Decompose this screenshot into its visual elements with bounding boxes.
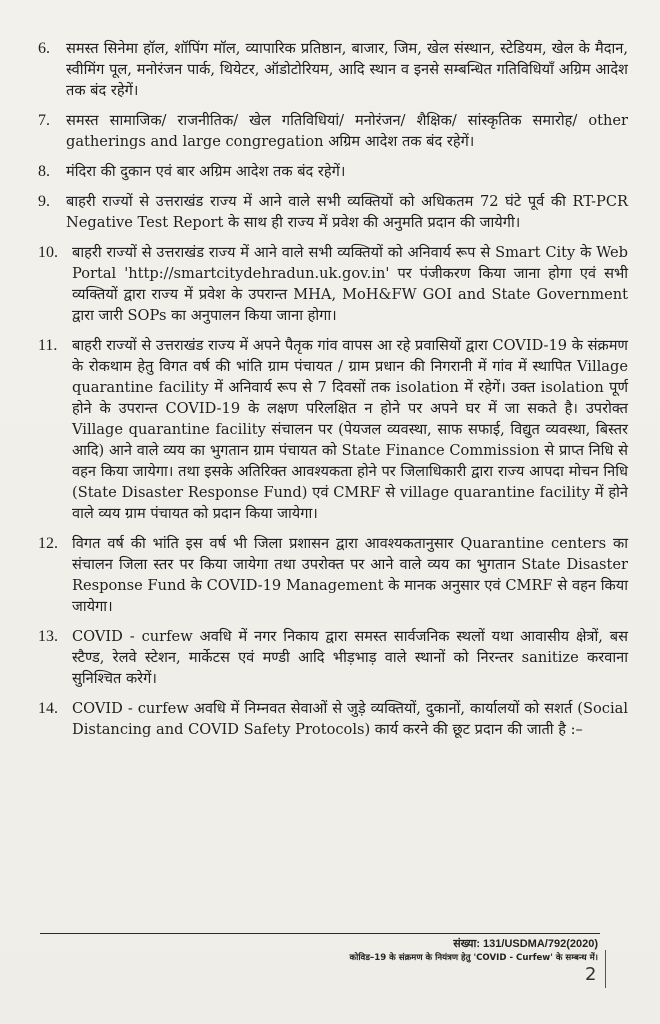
list-item [38, 191, 628, 233]
item-number: 11. [38, 337, 58, 354]
list-item [38, 38, 628, 101]
list-item [38, 626, 628, 689]
list-item [38, 533, 628, 617]
item-text: विगत वर्ष की भांति इस वर्ष भी जिला प्रशासन द्वारा आवश्यकतानुसार Quarantine centers का संचालन जिला स्तर पर किया जायेगा तथा उपरोक्त पर आने वाले व्यय का भुगतान State Disaster Response Fund के COVID-19 Management के मानक अनुसार एवं CMRF से वहन किया जायेगा। [72, 535, 628, 615]
item-number: 10. [38, 244, 58, 261]
item-text: मंदिरा की दुकान एवं बार अग्रिम आदेश तक बंद रहेगें। [66, 163, 346, 180]
list-item [38, 110, 628, 152]
item-number: 9. [38, 193, 50, 210]
list-item [38, 335, 628, 524]
item-number: 6. [38, 40, 50, 57]
item-text: बाहरी राज्यों से उत्तराखंड राज्य में अपने पैतृक गांव वापस आ रहे प्रवासियों द्वारा COVID-19 के संक्रमण के रोकथाम हेतु विगत वर्ष की भांति ग्राम पंचायत / ग्राम प्रधान की निगरानी में गांव में स्थापित Village quarantine facility में अनिवार्य रूप से 7 दिवसों तक isolation में रहेगें। उक्त isolation पूर्ण होने के उपरान्त COVID-19 के लक्षण परिलक्षित न होने पर अपने घर में जा सकते है। उपरोक्त Village quarantine facility संचालन पर (पेयजल व्यवस्था, साफ सफाई, विद्युत व्यवस्था, बिस्तर आदि) आने वाले व्यय का भुगतान ग्राम पंचायत को State Finance Commission से प्राप्त निधि से वहन किया जायेगा। तथा इसके अतिरिक्त आवश्यकता होने पर जिलाधिकारी द्वारा राज्य आपदा मोचन निधि (State Disaster Response Fund) एवं CMRF से village quarantine facility में होने वाले व्यय ग्राम पंचायत को प्रदान किया जायेगा। [72, 337, 628, 522]
page-number-divider [605, 950, 606, 988]
item-text: COVID - curfew अवधि में निम्नवत सेवाओं से जुड़े व्यक्तियों, दुकानों, कार्यालयों को सशर्त (Social Distancing and COVID Safety Protocols) कार्य करने की छूट प्रदान की जाती है :– [72, 700, 628, 738]
list-item [38, 161, 628, 182]
item-number: 12. [38, 535, 58, 552]
footer-divider [40, 933, 600, 934]
item-text: COVID - curfew अवधि में नगर निकाय द्वारा समस्त सार्वजनिक स्थलों यथा आवासीय क्षेत्रों, बस स्टैण्ड, रेलवे स्टेशन, मार्केटस एवं मण्डी आदि भीड़भाड़ वाले स्थानों को निरन्तर sanitize करवाना सुनिश्चित करेगें। [72, 628, 628, 687]
item-number: 13. [38, 628, 58, 645]
item-text: बाहरी राज्यों से उत्तराखंड राज्य में आने वाले सभी व्यक्तियों को अधिकतम 72 घंटे पूर्व की RT-PCR Negative Test Report के साथ ही राज्य में प्रवेश की अनुमति प्रदान की जायेगी। [66, 193, 628, 231]
list-item [38, 698, 628, 740]
page-number: 2 [585, 964, 597, 985]
item-text: समस्त सिनेमा हॉल, शॉपिंग मॉल, व्यापारिक प्रतिष्ठान, बाजार, जिम, खेल संस्थान, स्टेडियम, खेल के मैदान, स्वीमिंग पूल, मनोरंजन पार्क, थियेटर, ऑडोटोरियम, आदि स्थान व इनसे सम्बन्धित गतिविधियाँ अग्रिम आदेश तक बंद रहेगें। [66, 40, 628, 99]
item-number: 14. [38, 700, 58, 717]
order-reference: संख्या: 131/USDMA/792(2020) [453, 938, 598, 950]
list-item [38, 242, 628, 326]
item-number: 7. [38, 112, 50, 129]
order-list [38, 38, 628, 749]
item-text: समस्त सामाजिक/ राजनीतिक/ खेल गतिविधियां/ मनोरंजन/ शैक्षिक/ सांस्कृतिक समारोह/ other gatherings and large congregation अग्रिम आदेश तक बंद रहेगें। [66, 112, 628, 150]
order-subject: कोविड–19 के संक्रमण के नियंत्रण हेतु 'COVID - Curfew' के सम्बन्ध में। [349, 953, 598, 963]
item-text: बाहरी राज्यों से उत्तराखंड राज्य में आने वाले सभी व्यक्तियों को अनिवार्य रूप से Smart City के Web Portal 'http://smartcitydehradun.uk.gov.in' पर पंजीकरण किया जाना होगा एवं सभी व्यक्तियों द्वारा राज्य में प्रवेश के उपरान्त MHA, MoH&FW GOI and State Government द्वारा जारी SOPs का अनुपालन किया जाना होगा। [72, 244, 628, 324]
item-number: 8. [38, 163, 50, 180]
